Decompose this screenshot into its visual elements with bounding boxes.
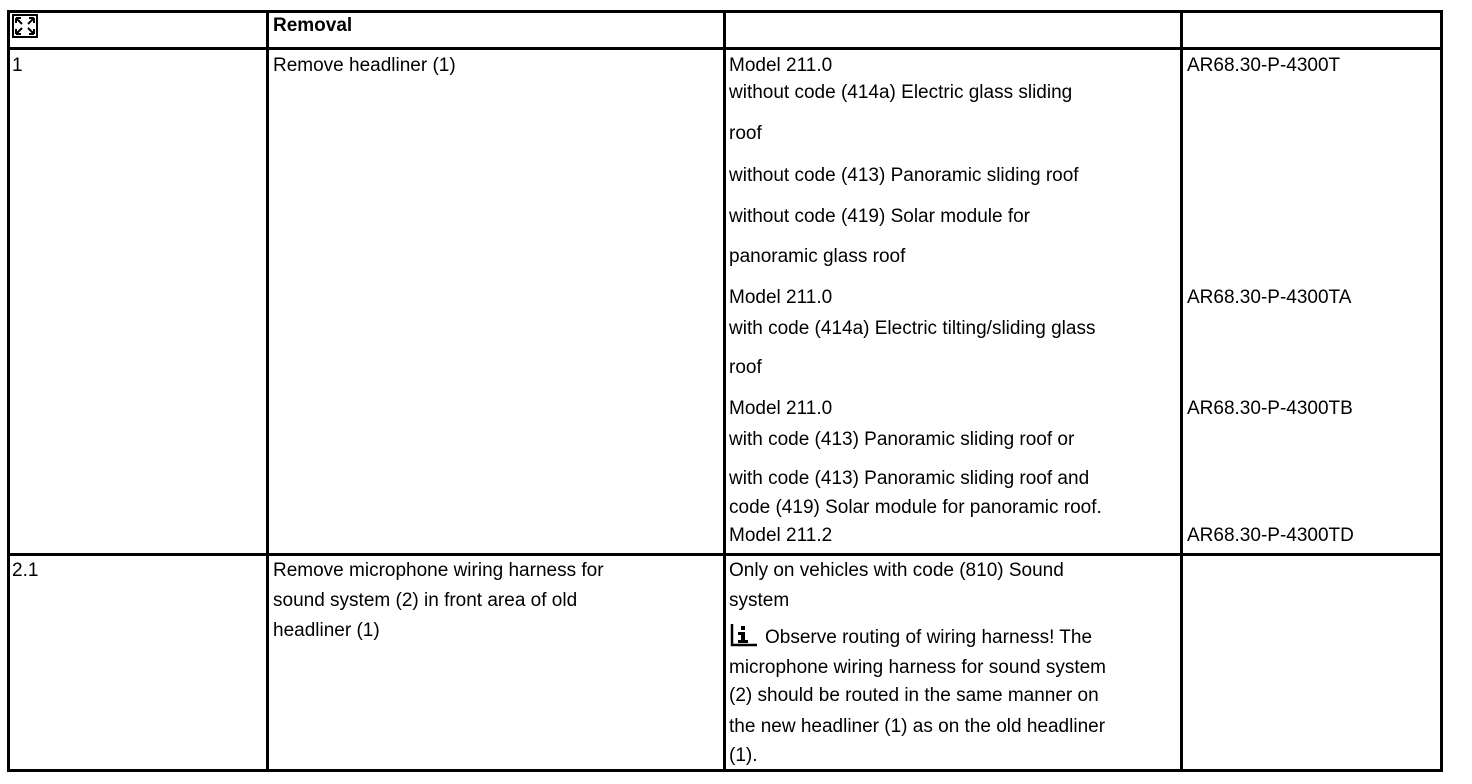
action-line: sound system (2) in front area of old	[273, 590, 578, 611]
reference-link[interactable]: AR68.30-P-4300TB	[1187, 398, 1353, 419]
condition-line: code (419) Solar module for panoramic roof.	[729, 497, 1102, 518]
condition-line: with code (413) Panoramic sliding roof and	[729, 468, 1090, 489]
info-icon	[730, 623, 758, 647]
condition-line: panoramic glass roof	[729, 246, 906, 267]
condition-line: with code (414a) Electric tilting/sliding glass	[729, 318, 1096, 339]
step-action: Remove headliner (1)	[273, 55, 456, 76]
note-line: (2) should be routed in the same manner on	[729, 685, 1099, 706]
reference-link[interactable]: AR68.30-P-4300TD	[1187, 525, 1354, 546]
condition-line: with code (413) Panoramic sliding roof or	[729, 429, 1075, 450]
condition-line: system	[729, 590, 790, 611]
condition-line: Only on vehicles with code (810) Sound	[729, 560, 1064, 581]
column-divider	[723, 10, 726, 772]
reference-link[interactable]: AR68.30-P-4300TA	[1187, 287, 1352, 308]
condition-line: without code (419) Solar module for	[729, 206, 1030, 227]
action-line: headliner (1)	[273, 620, 380, 641]
header-title: Removal	[273, 15, 353, 36]
condition-line: Model 211.0	[729, 55, 833, 76]
action-line: Remove microphone wiring harness for	[273, 560, 604, 581]
note-line: Observe routing of wiring harness! The	[765, 627, 1093, 648]
reference-link[interactable]: AR68.30-P-4300T	[1187, 55, 1341, 76]
condition-line: roof	[729, 357, 762, 378]
expand-icon[interactable]	[12, 14, 38, 38]
note-line: the new headliner (1) as on the old headliner	[729, 716, 1106, 737]
step-number: 1	[12, 55, 23, 76]
note-line: microphone wiring harness for sound system	[729, 657, 1107, 678]
step-number: 2.1	[12, 560, 39, 581]
column-divider	[266, 10, 269, 772]
condition-line: Model 211.0	[729, 287, 833, 308]
condition-line: without code (414a) Electric glass sliding	[729, 82, 1073, 103]
condition-line: Model 211.2	[729, 525, 833, 546]
condition-line: without code (413) Panoramic sliding roof	[729, 165, 1079, 186]
condition-line: Model 211.0	[729, 398, 833, 419]
condition-line: roof	[729, 123, 762, 144]
note-line: (1).	[729, 745, 758, 766]
column-divider	[1180, 10, 1183, 772]
